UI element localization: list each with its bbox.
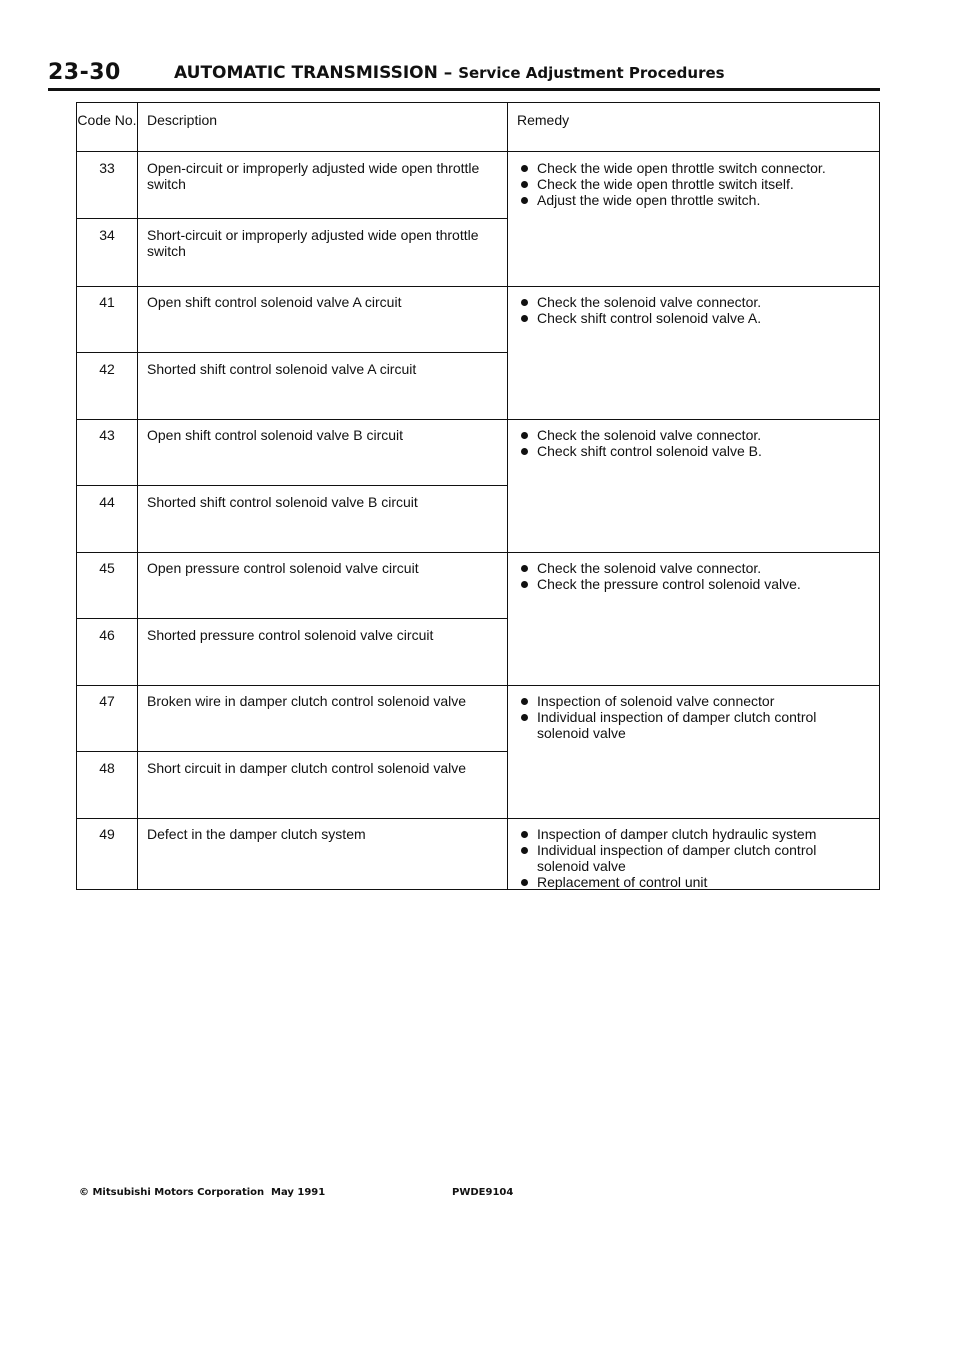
- description-cell: Open-circuit or improperly adjusted wide open throttle switch: [147, 160, 480, 192]
- row-divider: [77, 685, 879, 686]
- column-divider: [137, 103, 138, 889]
- header-description: Description: [147, 112, 218, 128]
- description-cell: Shorted shift control solenoid valve B circuit: [147, 494, 418, 510]
- row-divider: [77, 419, 879, 420]
- header-remedy: Remedy: [517, 112, 570, 128]
- code-cell: 44: [99, 494, 115, 510]
- header-rule: [48, 88, 880, 91]
- title-separator: –: [443, 63, 453, 83]
- remedy-list: [517, 160, 872, 208]
- code-cell: 47: [99, 693, 115, 709]
- code-cell: 42: [99, 361, 115, 377]
- remedy-item: Individual inspection of damper clutch control solenoid valve: [517, 709, 872, 741]
- remedy-item: Inspection of damper clutch hydraulic system: [517, 826, 872, 842]
- footer-date: May 1991: [271, 1187, 326, 1198]
- code-cell: 41: [99, 294, 115, 310]
- section-title: [174, 63, 725, 83]
- remedy-item: Check the wide open throttle switch connector.: [517, 160, 872, 176]
- row-divider: [77, 618, 507, 619]
- code-cell: 33: [99, 160, 115, 176]
- row-divider: [77, 485, 507, 486]
- remedy-item: Inspection of solenoid valve connector: [517, 693, 872, 709]
- row-divider: [77, 218, 507, 219]
- description-cell: Shorted pressure control solenoid valve circuit: [147, 627, 434, 643]
- description-cell: Open shift control solenoid valve B circuit: [147, 427, 404, 443]
- diagnostic-code-table: [76, 102, 880, 890]
- remedy-list: [517, 560, 872, 592]
- code-cell: 49: [99, 826, 115, 842]
- row-divider: [77, 352, 507, 353]
- page-header: [48, 58, 880, 90]
- remedy-item: Replacement of control unit: [517, 874, 872, 890]
- code-cell: 48: [99, 760, 115, 776]
- remedy-item: Check the solenoid valve connector.: [517, 294, 872, 310]
- remedy-item: Check the pressure control solenoid valve.: [517, 576, 872, 592]
- remedy-item: Adjust the wide open throttle switch.: [517, 192, 872, 208]
- remedy-item: Check the wide open throttle switch itself.: [517, 176, 872, 192]
- remedy-item: Check shift control solenoid valve A.: [517, 310, 872, 326]
- remedy-list: [517, 826, 872, 890]
- description-cell: Shorted shift control solenoid valve A circuit: [147, 361, 417, 377]
- section-subtitle: Service Adjustment Procedures: [458, 64, 725, 82]
- column-divider: [507, 103, 508, 889]
- section-title-text: AUTOMATIC TRANSMISSION: [174, 63, 438, 83]
- description-cell: Open shift control solenoid valve A circuit: [147, 294, 402, 310]
- remedy-list: [517, 693, 872, 741]
- header-code: Code No.: [77, 112, 137, 128]
- description-cell: Short-circuit or improperly adjusted wide open throttle switch: [147, 227, 479, 259]
- footer-copyright: © Mitsubishi Motors Corporation: [79, 1187, 265, 1198]
- row-divider: [77, 552, 879, 553]
- description-cell: Short circuit in damper clutch control solenoid valve: [147, 760, 467, 776]
- code-cell: 45: [99, 560, 115, 576]
- code-cell: 43: [99, 427, 115, 443]
- row-divider: [77, 151, 879, 152]
- row-divider: [77, 286, 879, 287]
- remedy-item: Check the solenoid valve connector.: [517, 427, 872, 443]
- description-cell: Broken wire in damper clutch control solenoid valve: [147, 693, 467, 709]
- code-cell: 46: [99, 627, 115, 643]
- remedy-item: Check shift control solenoid valve B.: [517, 443, 872, 459]
- remedy-item: Individual inspection of damper clutch control solenoid valve: [517, 842, 872, 874]
- description-cell: Open pressure control solenoid valve circuit: [147, 560, 419, 576]
- footer-code: PWDE9104: [452, 1187, 514, 1198]
- row-divider: [77, 818, 879, 819]
- remedy-list: [517, 427, 872, 459]
- remedy-item: Check the solenoid valve connector.: [517, 560, 872, 576]
- code-cell: 34: [99, 227, 115, 243]
- description-cell: Defect in the damper clutch system: [147, 826, 366, 842]
- page-number: 23-30: [48, 60, 121, 85]
- remedy-list: [517, 294, 872, 326]
- row-divider: [77, 751, 507, 752]
